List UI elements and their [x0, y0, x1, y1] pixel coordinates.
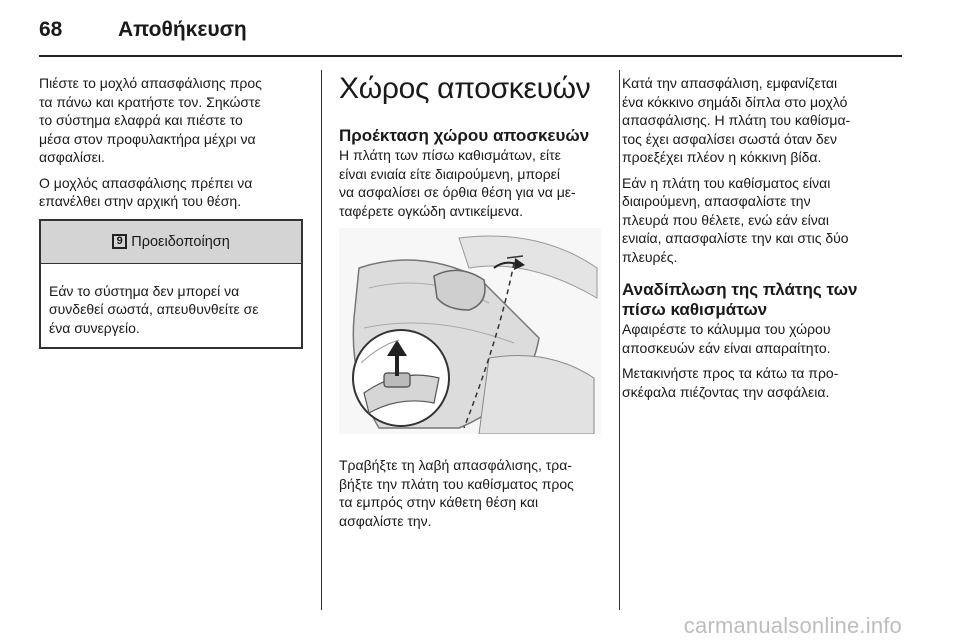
- warning-title: Προειδοποίηση: [131, 233, 230, 250]
- paragraph: Εάν η πλάτη του καθίσματος είναι διαιρούμενη, απασφαλίστε την πλευρά που θέλετε, ενώ εάν είναι ενιαία, απασφαλίστε την και στις δύο πλευρές.: [622, 174, 849, 265]
- paragraph: Η πλάτη των πίσω καθισμάτων, είτε είναι ενιαία είτε διαιρούμενη, μπορεί να ασφαλίσει σε όρθια θέση για να με- ταφέρετε ογκώδη αντικείμενα.: [339, 147, 576, 219]
- paragraph: Ο μοχλός απασφάλισης πρέπει να επανέλθει στην αρχική του θέση.: [39, 174, 253, 209]
- column-right: [622, 74, 904, 408]
- seat-release-illustration: [339, 228, 601, 434]
- paragraph: Πιέστε το μοχλό απασφάλισης προς τα πάνω και κρατήστε τον. Σηκώστε το σύστημα ελαφρά και πιέστε το μέσα στον προφυλακτήρα μέχρι να ασφαλίσει.: [39, 75, 262, 165]
- paragraph: Κατά την απασφάλιση, εμφανίζεται ένα κόκκινο σημάδι δίπλα στο μοχλό απασφάλισης. Η πλάτη του καθίσμα- τος έχει ασφαλίσει σωστά όταν δεν προεξέχει πλέον η κόκκινη βίδα.: [622, 75, 851, 165]
- chapter-title: Αποθήκευση: [118, 18, 247, 41]
- paragraph: Τραβήξτε τη λαβή απασφάλισης, τρα- βήξτε την πλάτη του καθίσματος προς τα εμπρός στην κάθετη θέση και ασφαλίστε την.: [339, 457, 574, 529]
- subsection-title: Αναδίπλωση της πλάτης των πίσω καθισμάτων: [622, 280, 858, 319]
- paragraph: Αφαιρέστε το κάλυμμα του χώρου αποσκευών εάν είναι απαραίτητο.: [622, 321, 831, 356]
- column-middle: [339, 74, 605, 537]
- seat-illustration-graphic: [339, 228, 601, 434]
- paragraph: Μετακινήστε προς τα κάτω τα προ- σκέφαλα πιέζοντας την ασφάλεια.: [622, 365, 839, 400]
- column-left: [39, 74, 303, 349]
- watermark: carmanualsonline.info: [683, 613, 902, 638]
- header-divider: [39, 55, 902, 57]
- warning-text: Εάν το σύστημα δεν μπορεί να συνδεθεί σωστά, απευθυνθείτε σε ένα συνεργείο.: [49, 282, 259, 336]
- page-number: 68: [39, 18, 63, 41]
- warning-box: [39, 219, 303, 350]
- column-divider-right: [619, 70, 620, 610]
- section-title: Χώρος αποσκευών: [339, 72, 591, 105]
- warning-icon: 9: [112, 234, 127, 249]
- warning-header: [41, 221, 301, 264]
- subsection-title: Προέκταση χώρου αποσκευών: [339, 126, 590, 145]
- column-divider-left: [321, 70, 322, 610]
